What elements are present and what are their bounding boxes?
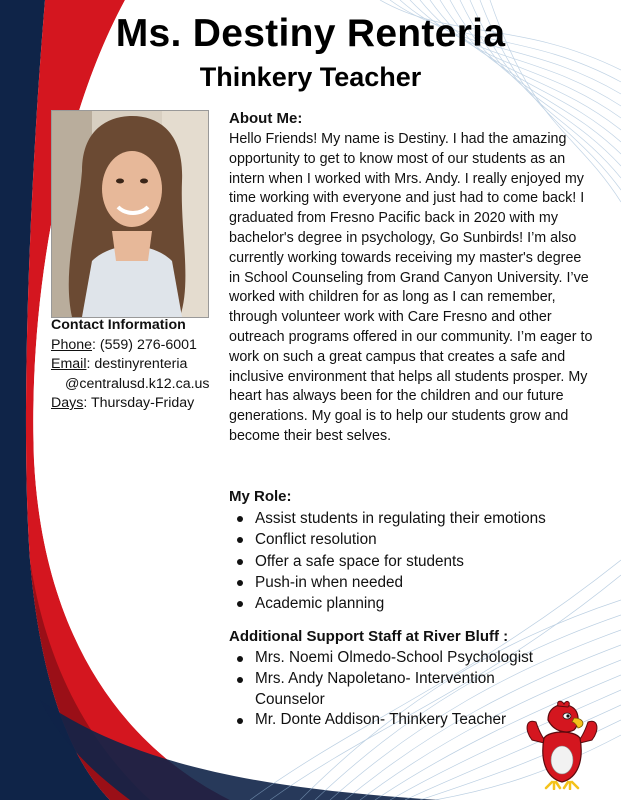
list-item: Offer a safe space for students (229, 551, 599, 572)
email-label: Email (51, 356, 87, 372)
list-item: Mr. Donte Addison- Thinkery Teacher (229, 710, 559, 731)
phone-value: : (559) 276-6001 (92, 336, 197, 353)
list-item: Push-in when needed (229, 572, 599, 593)
profile-photo (51, 110, 209, 318)
page-subtitle: Thinkery Teacher (199, 62, 422, 92)
support-list (229, 648, 559, 731)
contact-heading: Contact Information (51, 317, 186, 333)
contact-email (51, 355, 226, 375)
list-item: Conflict resolution (229, 529, 599, 550)
list-item: Mrs. Noemi Olmedo-School Psychologist (229, 648, 559, 669)
contact-phone (51, 336, 226, 356)
list-item: Mrs. Andy Napoletano- Intervention Counselor (229, 669, 559, 711)
page-title: Ms. Destiny Renteria (115, 12, 506, 55)
email-value-line2: @centralusd.k12.ca.us (65, 375, 210, 392)
support-heading: Additional Support Staff at River Bluff : (229, 628, 509, 645)
mascot-bird-icon (522, 700, 602, 790)
about-body: Hello Friends! My name is Destiny. I had the amazing opportunity to get to know most of our students as an intern when I worked with Mrs. Andy. I really enjoyed my time working with everyone and just had to come back! I graduated from Fresno Pacific back in 2020 with my bachelor's degree in psychology, Go Sunbirds! I’m also currently working towards receiving my master's degree in School Counseling from Grand Canyon University. I’ve worked with children for as long as I can remember, through volunteer work with Care Fresno and other outreach programs offered in our community. I’m eager to work on such a great campus that creates a safe and inclusive environment that helps all students prosper. My heart has always been for the children and our future generations. My goal is to help our students grow and become their best selves. (229, 131, 593, 444)
my-role-list (229, 508, 599, 614)
about-heading: About Me: (229, 110, 303, 127)
my-role-heading: My Role: (229, 488, 292, 505)
contact-days (51, 394, 226, 414)
phone-label: Phone (51, 336, 93, 353)
contact-information (51, 316, 226, 414)
email-value-line1: : destinyrenteria (86, 356, 188, 372)
list-item: Academic planning (229, 593, 599, 614)
list-item: Assist students in regulating their emotions (229, 508, 599, 529)
days-value: : Thursday-Friday (83, 395, 195, 411)
days-label: Days (51, 395, 84, 411)
